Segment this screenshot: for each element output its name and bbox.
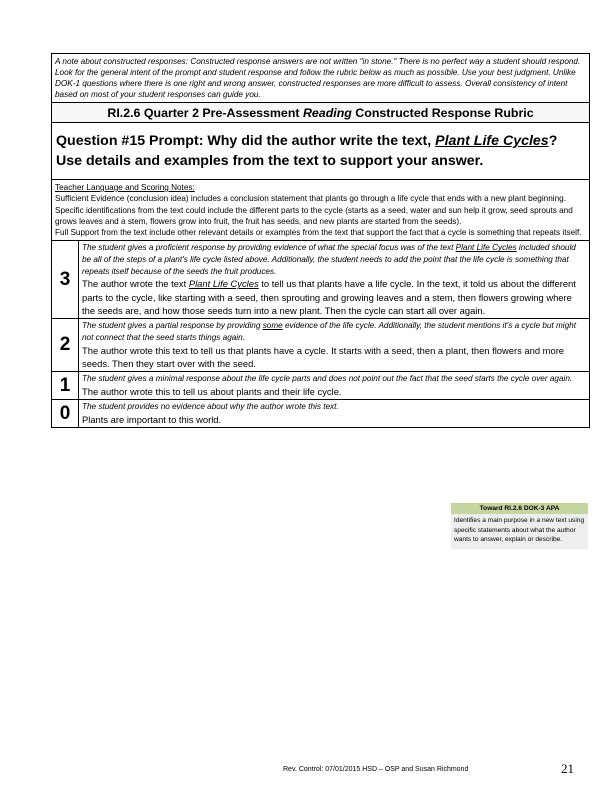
- apa-box: [451, 503, 588, 549]
- score-criteria: [82, 242, 587, 277]
- score-value: 0: [52, 400, 79, 427]
- question-book-title: Plant Life Cycles: [435, 133, 549, 149]
- sample-text: The author wrote the text: [82, 278, 189, 290]
- score-description: [79, 241, 589, 318]
- sample-text: to tell us that plants have a life cycle. In the text, it told us about the different parts to the cycle, like starting with a seed, then sprouting and growing leaves and a stem, then flowers growing where the seeds are, and how those seeds turn into a new plant. Then the cycle can start all over again.: [82, 278, 576, 317]
- sample-answer: The author wrote this text to tell us that plants have a cycle. It starts with a seed, then a plant, then flowers and more seeds. Then they start over with the seed.: [82, 344, 565, 370]
- question-part-1: Question #15 Prompt: Why did the author write the text,: [56, 133, 436, 149]
- rubric-title: [52, 103, 589, 123]
- title-part-2: Constructed Response Rubric: [351, 106, 534, 120]
- sample-answer: [82, 277, 587, 317]
- score-description: [79, 372, 589, 399]
- criteria-text: The student gives a partial response by providing: [82, 321, 263, 331]
- score-description: [79, 319, 589, 371]
- intro-note: A note about constructed responses: Constructed response answers are not written "in stone." There is no perfect way a student should respond. Look for the general intent of the prompt and student response and follow the rubric below as much as possible. Use your best judgment. Unlike DOK-1 questions where there is one right and wrong answer, constructed responses are more difficult to assess. Overall consistency of intent based on most of your student responses can guide you.: [52, 54, 589, 103]
- notes-line: Specific identifications from the text could include the different parts to the cycle (starts as a seed, water and sun help it grow, seed sprouts and grows leaves and a stem, flowers grow into fruit, the fruit has seeds, and new plants are started from the seeds).: [55, 205, 573, 226]
- sample-answer: The author wrote this to tell us about plants and their life cycle.: [82, 386, 342, 398]
- apa-heading: Toward RI.2.6 DOK-3 APA: [451, 503, 588, 514]
- apa-body: Identifies a main purpose in a new text using specific statements about what the author wants to answer, explain or describe.: [454, 517, 585, 544]
- score-value: 2: [52, 319, 79, 371]
- sample-book-title: Plant Life Cycles: [188, 278, 259, 290]
- notes-heading: Teacher Language and Scoring Notes:: [55, 183, 195, 192]
- score-row-0: [52, 400, 589, 427]
- score-criteria: The student gives a minimal response about the life cycle parts and does not point out the fact that the seed starts the cycle over again.: [82, 374, 573, 384]
- score-criteria: The student provides no evidence about why the author wrote this text.: [82, 402, 339, 412]
- criteria-text: The student gives a proficient response by providing evidence of what the special focus was of the text: [82, 243, 456, 253]
- page-number: 21: [561, 761, 574, 776]
- criteria-text: included should be all of the steps of a plant's life cycle listed above. Additionally, the student needs to add the point that the life cycle is something that repeats itself because of the seeds the fruit produces.: [82, 243, 576, 276]
- score-row-1: [52, 372, 589, 400]
- title-part-1: RI.2.6 Quarter 2 Pre-Assessment: [107, 106, 303, 120]
- sample-answer: Plants are important to this world.: [82, 414, 222, 426]
- score-row-2: [52, 319, 589, 372]
- criteria-emphasis: some: [262, 321, 283, 331]
- notes-line: Full Support from the text include other relevant details or examples from the text that support the fact that a cycle is something that repeats itself.: [55, 228, 582, 238]
- score-value: 1: [52, 372, 79, 399]
- title-reading: Reading: [302, 106, 352, 120]
- notes-line: Sufficient Evidence (conclusion idea) includes a conclusion statement that plants go through a life cycle that ends with a new plant beginning.: [55, 194, 566, 204]
- score-description: [79, 400, 589, 427]
- score-value: 3: [52, 241, 79, 318]
- rubric-table: [51, 53, 590, 428]
- score-criteria: [82, 320, 587, 343]
- score-row-3: [52, 241, 589, 319]
- criteria-book-title: Plant Life Cycles: [455, 243, 517, 253]
- question-prompt: [52, 123, 589, 180]
- question-part-2: ? Use details and examples from the text to support your answer.: [56, 133, 558, 169]
- scoring-notes: [52, 180, 589, 241]
- criteria-text: evidence of the life cycle. Additionally, the student mentions it's a cycle but might not connect that the seed starts things again.: [82, 321, 577, 343]
- footer-rev-control: Rev. Control: 07/01/2015 HSD – OSP and Susan Richmond: [283, 766, 469, 773]
